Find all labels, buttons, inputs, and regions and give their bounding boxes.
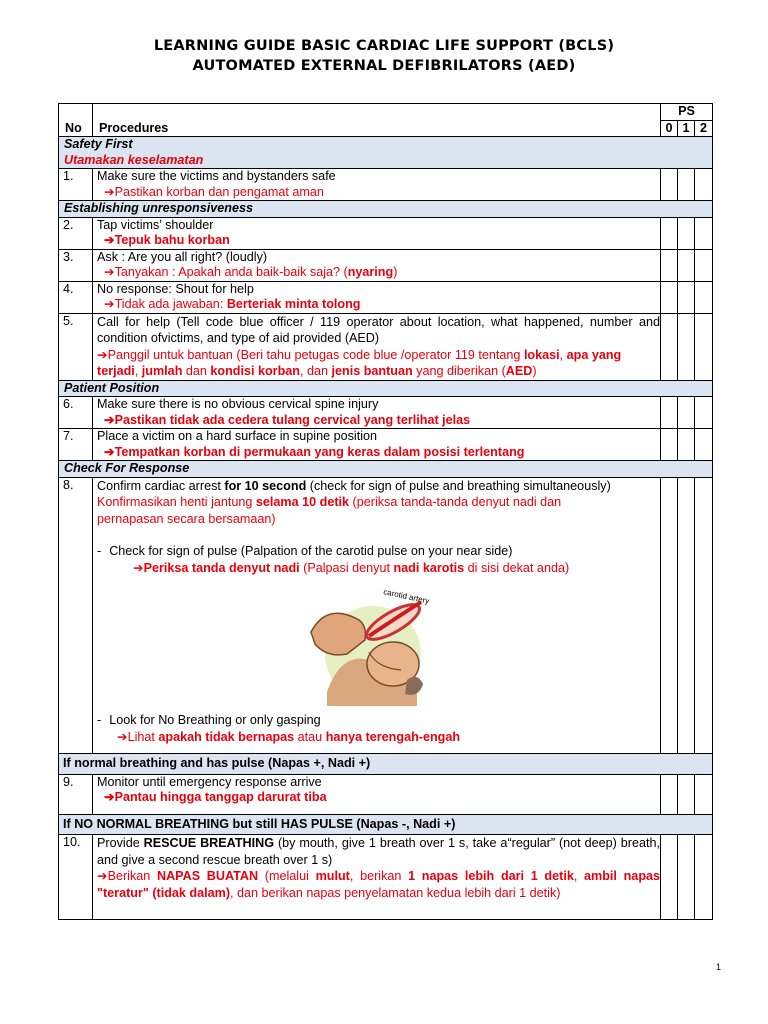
section-title: Check For Response	[59, 461, 713, 478]
score-cell[interactable]	[661, 169, 678, 201]
breathing-check-text: - Look for No Breathing or only gasping	[97, 713, 321, 727]
section-title: Establishing unresponsiveness	[59, 201, 713, 218]
procedure-text: Make sure there is no obvious cervical spine injury	[97, 397, 379, 411]
row-number: 8.	[59, 477, 93, 754]
table-row	[59, 313, 713, 380]
section-title: Safety First	[64, 137, 133, 151]
score-cell[interactable]	[695, 169, 713, 201]
procedure-text: Call for help (Tell code blue officer / 119 operator about location, what happened, number and condition ofvictims, and type of aid provided (AED)	[97, 314, 660, 345]
header-no: No	[59, 104, 93, 137]
procedure-text: Monitor until emergency response arrive	[97, 774, 322, 789]
page-number: 1	[716, 962, 722, 972]
procedure-translation: ➔Pastikan tidak ada cedera tulang cervical yang terlihat jelas	[104, 412, 471, 427]
row-number: 9.	[59, 774, 93, 814]
pulse-check-translation: ➔Periksa tanda denyut nadi (Palpasi denyut nadi karotis di sisi dekat anda)	[133, 560, 570, 575]
table-header-top	[59, 104, 713, 121]
header-ps: PS	[661, 104, 713, 121]
score-cell[interactable]	[695, 313, 713, 380]
table-row	[59, 774, 713, 814]
score-cell[interactable]	[678, 217, 695, 249]
score-cell[interactable]	[661, 281, 678, 313]
row-number: 10.	[59, 835, 93, 920]
section-check-for-response	[59, 461, 713, 478]
procedure-translation: ➔Pastikan korban dan pengamat aman	[104, 184, 324, 199]
procedure-text: Confirm cardiac arrest for 10 second (check for sign of pulse and breathing simultaneously)	[97, 478, 611, 493]
header-score-1: 1	[678, 120, 695, 137]
carotid-artery-label: carotid artery	[382, 587, 431, 606]
arrow-icon: ➔	[117, 729, 128, 744]
section-unresponsiveness	[59, 201, 713, 218]
document-subtitle: AUTOMATED EXTERNAL DEFIBRILATORS (AED)	[192, 58, 576, 74]
score-cell[interactable]	[661, 217, 678, 249]
score-cell[interactable]	[695, 281, 713, 313]
score-cell[interactable]	[661, 249, 678, 281]
section-patient-position	[59, 380, 713, 397]
procedure-text: Place a victim on a hard surface in supine position	[97, 429, 378, 443]
score-cell[interactable]	[678, 429, 695, 461]
score-cell[interactable]	[678, 397, 695, 429]
score-cell[interactable]	[695, 835, 713, 920]
arrow-icon: ➔	[97, 869, 108, 883]
arrow-icon: ➔	[97, 347, 108, 362]
section-title: Patient Position	[59, 380, 713, 397]
document-title: LEARNING GUIDE BASIC CARDIAC LIFE SUPPORT (BCLS)	[153, 38, 615, 54]
score-cell[interactable]	[695, 429, 713, 461]
procedure-translation: ➔Pantau hingga tanggap darurat tiba	[104, 790, 327, 804]
arrow-icon: ➔	[133, 560, 144, 575]
arrow-icon: ➔	[104, 790, 115, 804]
procedure-text: No response: Shout for help	[97, 281, 254, 296]
arrow-icon: ➔	[104, 412, 115, 427]
table-row	[59, 477, 713, 754]
row-number: 4.	[59, 281, 93, 313]
procedure-translation: ➔Panggil untuk bantuan (Beri tahu petugas code blue /operator 119 tentang lokasi, apa yang terjadi, jumlah dan kondisi korban, dan jenis bantuan yang diberikan (AED)	[97, 347, 622, 378]
row-number: 5.	[59, 313, 93, 380]
score-cell[interactable]	[661, 477, 678, 754]
procedure-translation: ➔Tempatkan korban di permukaan yang keras dalam posisi terlentang	[104, 444, 525, 459]
score-cell[interactable]	[661, 313, 678, 380]
score-cell[interactable]	[678, 281, 695, 313]
procedure-translation: ➔Tanyakan : Apakah anda baik-baik saja? (nyaring)	[104, 265, 398, 279]
score-cell[interactable]	[678, 774, 695, 814]
score-cell[interactable]	[661, 774, 678, 814]
header-procedures: Procedures	[93, 104, 661, 137]
arrow-icon: ➔	[104, 233, 115, 247]
table-row	[59, 397, 713, 429]
section-no-normal-breathing	[59, 814, 713, 835]
row-number: 6.	[59, 397, 93, 429]
pulse-check-text: - Check for sign of pulse (Palpation of the carotid pulse on your near side)	[97, 544, 513, 558]
table-row	[59, 835, 713, 920]
table-row	[59, 429, 713, 461]
score-cell[interactable]	[678, 249, 695, 281]
score-cell[interactable]	[661, 429, 678, 461]
score-cell[interactable]	[678, 835, 695, 920]
table-row	[59, 281, 713, 313]
table-row	[59, 249, 713, 281]
score-cell[interactable]	[678, 169, 695, 201]
score-cell[interactable]	[661, 835, 678, 920]
header-score-0: 0	[661, 120, 678, 137]
section-safety-first	[59, 137, 713, 169]
header-score-2: 2	[695, 120, 713, 137]
carotid-pulse-illustration	[307, 582, 431, 706]
row-number: 7.	[59, 429, 93, 461]
section-title-translation: Utamakan keselamatan	[64, 152, 204, 167]
table-row	[59, 169, 713, 201]
procedure-translation: ➔Tepuk bahu korban	[104, 233, 230, 247]
procedure-text: Tap victims’ shoulder	[97, 217, 214, 232]
breathing-check-translation: ➔Lihat apakah tidak bernapas atau hanya terengah-engah	[117, 729, 461, 744]
section-normal-breathing	[59, 754, 713, 775]
score-cell[interactable]	[695, 477, 713, 754]
section-title: If normal breathing and has pulse (Napas +, Nadi +)	[59, 754, 713, 775]
procedure-text: Make sure the victims and bystanders safe	[97, 169, 336, 183]
score-cell[interactable]	[695, 774, 713, 814]
score-cell[interactable]	[695, 249, 713, 281]
procedure-text: Ask : Are you all right? (loudly)	[97, 249, 268, 264]
procedure-translation: ➔Tidak ada jawaban: Berteriak minta tolong	[104, 297, 361, 311]
table-row	[59, 217, 713, 249]
procedure-translation: Konfirmasikan henti jantung selama 10 detik (periksa tanda-tanda denyut nadi dan pernapasan secara bersamaan)	[97, 495, 562, 526]
arrow-icon: ➔	[104, 184, 115, 199]
score-cell[interactable]	[695, 217, 713, 249]
score-cell[interactable]	[678, 313, 695, 380]
section-title: If NO NORMAL BREATHING but still HAS PULSE (Napas -, Nadi +)	[59, 814, 713, 835]
score-cell[interactable]	[678, 477, 695, 754]
arrow-icon: ➔	[104, 297, 115, 311]
procedure-translation: ➔Berikan NAPAS BUATAN (melalui mulut, berikan 1 napas lebih dari 1 detik, ambil napas "teratur" (tidak dalam), dan berikan napas penyelamatan kedua lebih dari 1 detik)	[97, 869, 661, 900]
score-cell[interactable]	[661, 397, 678, 429]
score-cell[interactable]	[695, 397, 713, 429]
row-number: 2.	[59, 217, 93, 249]
arrow-icon: ➔	[104, 444, 115, 459]
row-number: 3.	[59, 249, 93, 281]
procedure-table	[58, 103, 713, 920]
row-number: 1.	[59, 169, 93, 201]
arrow-icon: ➔	[104, 265, 115, 279]
procedure-text: Provide RESCUE BREATHING (by mouth, give 1 breath over 1 s, take a“regular” (not deep) breath, and give a second rescue breath over 1 s)	[97, 836, 660, 867]
